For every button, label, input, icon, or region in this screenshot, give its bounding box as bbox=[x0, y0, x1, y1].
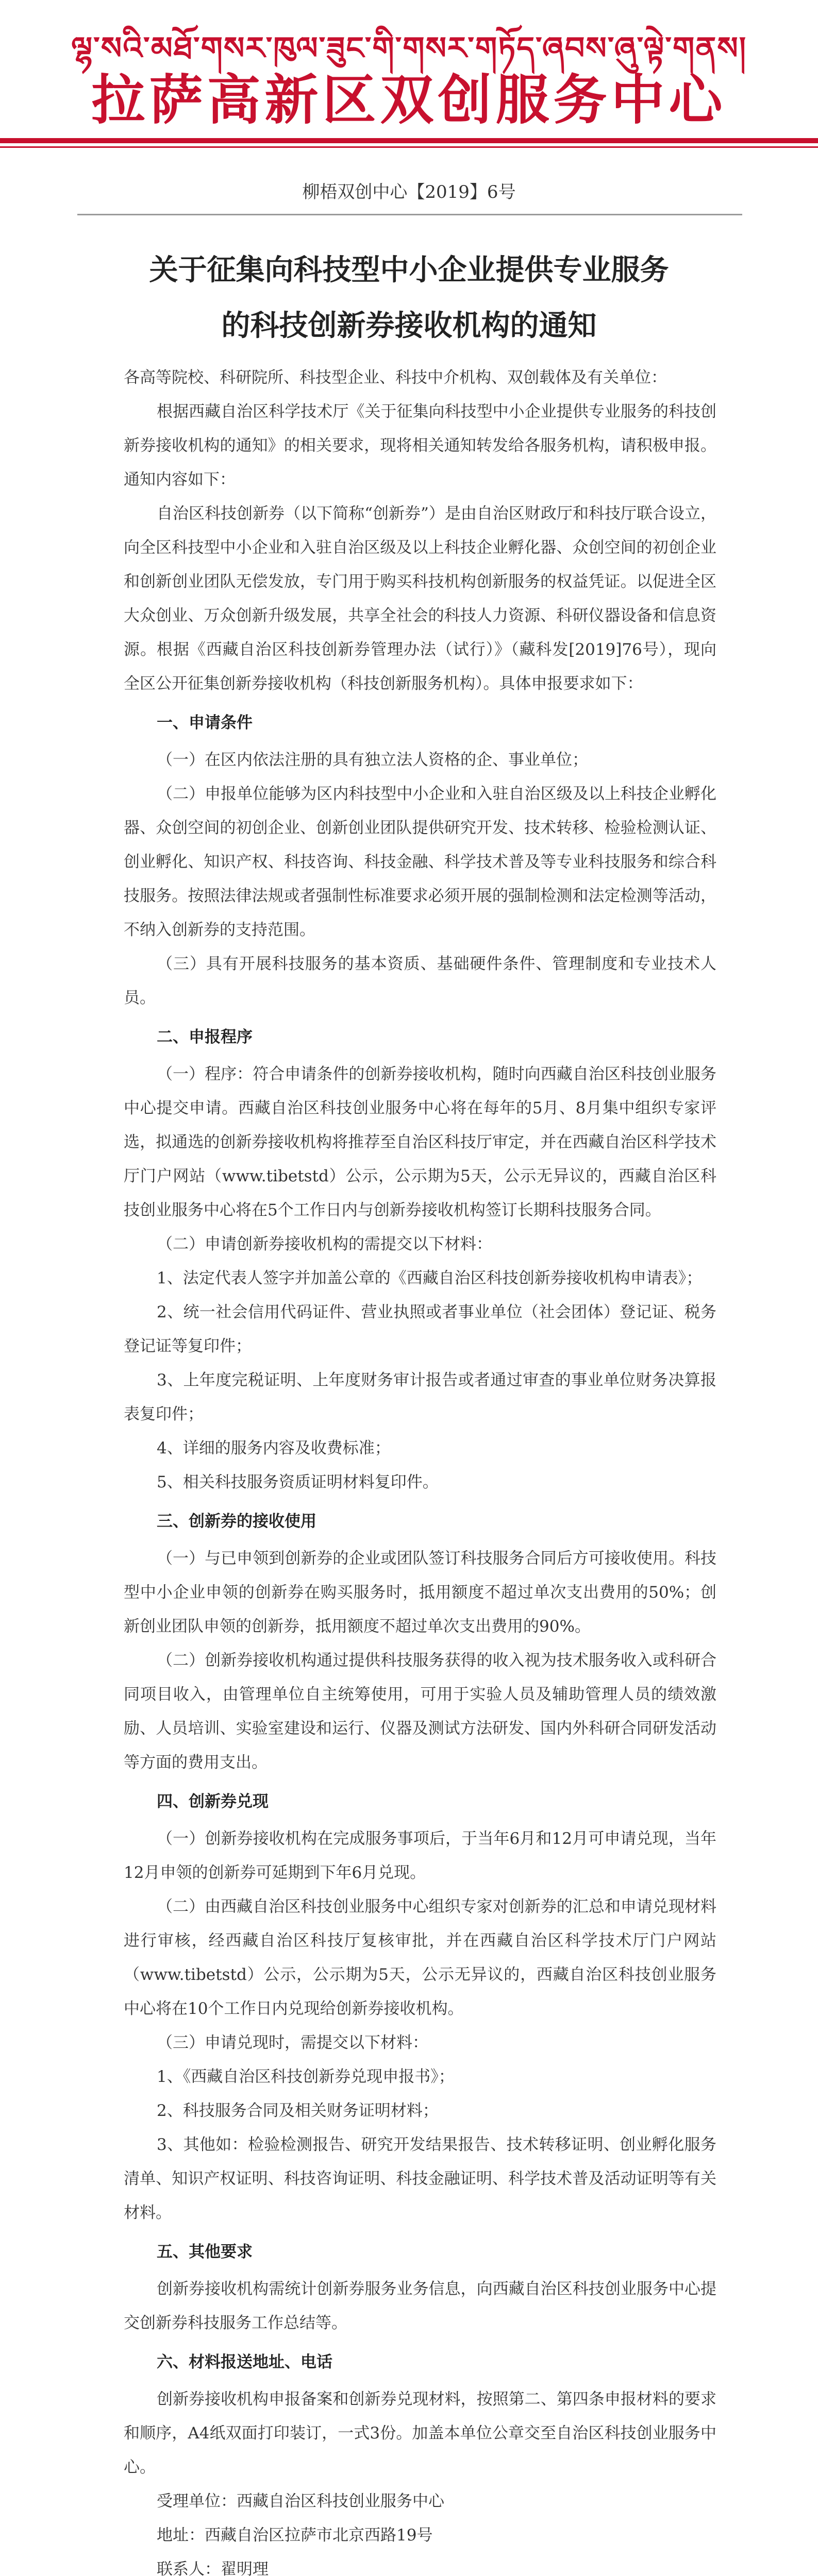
letterhead-red-rule-thin bbox=[0, 146, 818, 148]
section-2-item-2: （二）申请创新券接收机构的需提交以下材料： bbox=[157, 1235, 492, 1253]
background-paragraph: 自治区科技创新券（以下简称“创新券”）是由自治区财政厅和科技厅联合设立，向全区科技型中小企业和入驻自治区级及以上科技企业孵化器、众创空间的初创企业和创新创业团队无偿发放，专门用于购买科技机构创新服务的权益凭证。以促进全区大众创业、万众创新升级发展，共享全社会的科技人力资源、科研仪器设备和信息资源。根据《西藏自治区科技创新券管理办法（试行）》（藏科发[2019]76号），现向全区公开征集创新券接收机构（科技创新服务机构）。具体申报要求如下： bbox=[124, 504, 716, 693]
section-2-item-1: （一）程序：符合申请条件的创新券接收机构，随时向西藏自治区科技创业服务中心提交申请。西藏自治区科技创业服务中心将在每年的5月、8月集中组织专家评选，拟通选的创新券接收机构将推荐至自治区科技厅审定，并在西藏自治区科学技术厅门户网站（www.tibetstd）公示，公示期为5天，公示无异议的，西藏自治区科技创业服务中心将在5个工作日内与创新券接收机构签订长期科技服务合同。 bbox=[124, 1065, 716, 1219]
section-heading-3: 三、创新券的接收使用 bbox=[157, 1512, 316, 1531]
letterhead-tibetan-line: ལྷ་སའི་མཐོ་གསར་ཁུལ་ཟུང་གི་གསར་གཏོད་ཞབས་ཞུ་ལྟེ་གནས། bbox=[71, 30, 747, 66]
section-1-item-1: （一）在区内依法注册的具有独立法人资格的企、事业单位； bbox=[157, 751, 588, 769]
redeem-material-3: 3、其他如：检验检测报告、研究开发结果报告、技术转移证明、创业孵化服务清单、知识产权证明、科技咨询证明、科技金融证明、科学技术普及活动证明等有关材料。 bbox=[124, 2136, 716, 2222]
section-1-item-2: （二）申报单位能够为区内科技型中小企业和入驻自治区级及以上科技企业孵化器、众创空间的初创企业、创新创业团队提供研究开发、技术转移、检验检测认证、创业孵化、知识产权、科技咨询、科技金融、科学技术普及等专业科技服务和综合科技服务。按照法律法规或者强制性标准要求必须开展的强制检测和法定检测等活动，不纳入创新券的支持范围。 bbox=[124, 785, 716, 939]
notice-body bbox=[124, 361, 716, 2576]
letterhead-red-rule bbox=[0, 138, 818, 143]
material-item-3: 3、上年度完税证明、上年度财务审计报告或者通过审查的事业单位财务决算报表复印件； bbox=[124, 1371, 716, 1423]
notice-title-line2: 的科技创新券接收机构的通知 bbox=[221, 309, 597, 343]
salutation: 各高等院校、科研院所、科技型企业、科技中介机构、双创载体及有关单位： bbox=[124, 368, 667, 387]
section-heading-4: 四、创新券兑现 bbox=[157, 1792, 269, 1811]
section-3-item-1: （一）与已申领到创新券的企业或团队签订科技服务合同后方可接收使用。科技型中小企业申领的创新券在购买服务时，抵用额度不超过单次支出费用的50%；创新创业团队申领的创新券，抵用额度不超过单次支出费用的90%。 bbox=[124, 1549, 716, 1636]
section-6-item-1: 创新券接收机构申报备案和创新券兑现材料，按照第二、第四条申报材料的要求和顺序，A4纸双面打印装订，一式3份。加盖本单位公章交至自治区科技创业服务中心。 bbox=[124, 2390, 716, 2477]
address: 地址：西藏自治区拉萨市北京西路19号 bbox=[157, 2526, 433, 2545]
notice-title bbox=[52, 242, 766, 353]
notice-title-line1: 关于征集向科技型中小企业提供专业服务 bbox=[149, 253, 669, 287]
section-1-item-3: （三）具有开展科技服务的基本资质、基础硬件条件、管理制度和专业技术人员。 bbox=[124, 955, 716, 1007]
document-number: 柳梧双创中心【2019】6号 bbox=[302, 182, 516, 202]
section-heading-1: 一、申请条件 bbox=[157, 714, 253, 732]
section-3-item-2: （二）创新券接收机构通过提供科技服务获得的收入视为技术服务收入或科研合同项目收入，由管理单位自主统筹使用，可用于实验人员及辅助管理人员的绩效激励、人员培训、实验室建设和运行、仪器及测试方法研发、国内外科研合同研发活动等方面的费用支出。 bbox=[124, 1651, 716, 1772]
material-item-4: 4、详细的服务内容及收费标准； bbox=[157, 1439, 391, 1458]
letterhead-org-title: 拉萨高新区双创服务中心 bbox=[91, 68, 727, 131]
receiving-unit: 受理单位：西藏自治区科技创业服务中心 bbox=[157, 2492, 444, 2511]
material-item-2: 2、统一社会信用代码证件、营业执照或者事业单位（社会团体）登记证、税务登记证等复印件； bbox=[124, 1303, 716, 1355]
section-heading-2: 二、申报程序 bbox=[157, 1028, 253, 1046]
section-4-item-3: （三）申请兑现时，需提交以下材料： bbox=[157, 2033, 428, 2052]
section-4-item-1: （一）创新券接收机构在完成服务事项后，于当年6月和12月可申请兑现，当年12月申领的创新券可延期到下年6月兑现。 bbox=[124, 1829, 716, 1882]
section-heading-5: 五、其他要求 bbox=[157, 2243, 253, 2261]
contact-person: 联系人：翟明理 bbox=[157, 2560, 269, 2576]
redeem-material-2: 2、科技服务合同及相关财务证明材料； bbox=[157, 2102, 439, 2120]
material-item-5: 5、相关科技服务资质证明材料复印件。 bbox=[157, 1473, 439, 1492]
letterhead bbox=[0, 0, 818, 170]
redeem-material-1: 1、《西藏自治区科技创新券兑现申报书》； bbox=[157, 2067, 455, 2086]
section-5-item-1: 创新券接收机构需统计创新券服务业务信息，向西藏自治区科技创业服务中心提交创新券科技服务工作总结等。 bbox=[124, 2280, 716, 2332]
section-heading-6: 六、材料报送地址、电话 bbox=[157, 2353, 332, 2371]
section-4-item-2: （二）由西藏自治区科技创业服务中心组织专家对创新券的汇总和申请兑现材料进行审核，经西藏自治区科技厅复核审批，并在西藏自治区科学技术厅门户网站（www.tibetstd）公示，公示期为5天，公示无异议的，西藏自治区科技创业服务中心将在10个工作日内兑现给创新券接收机构。 bbox=[124, 1897, 716, 2018]
divider-rule bbox=[77, 214, 742, 215]
intro-paragraph: 根据西藏自治区科学技术厅《关于征集向科技型中小企业提供专业服务的科技创新券接收机构的通知》的相关要求，现将相关通知转发给各服务机构，请积极申报。通知内容如下： bbox=[124, 402, 716, 489]
material-item-1: 1、法定代表人签字并加盖公章的《西藏自治区科技创新券接收机构申请表》； bbox=[157, 1269, 703, 1287]
